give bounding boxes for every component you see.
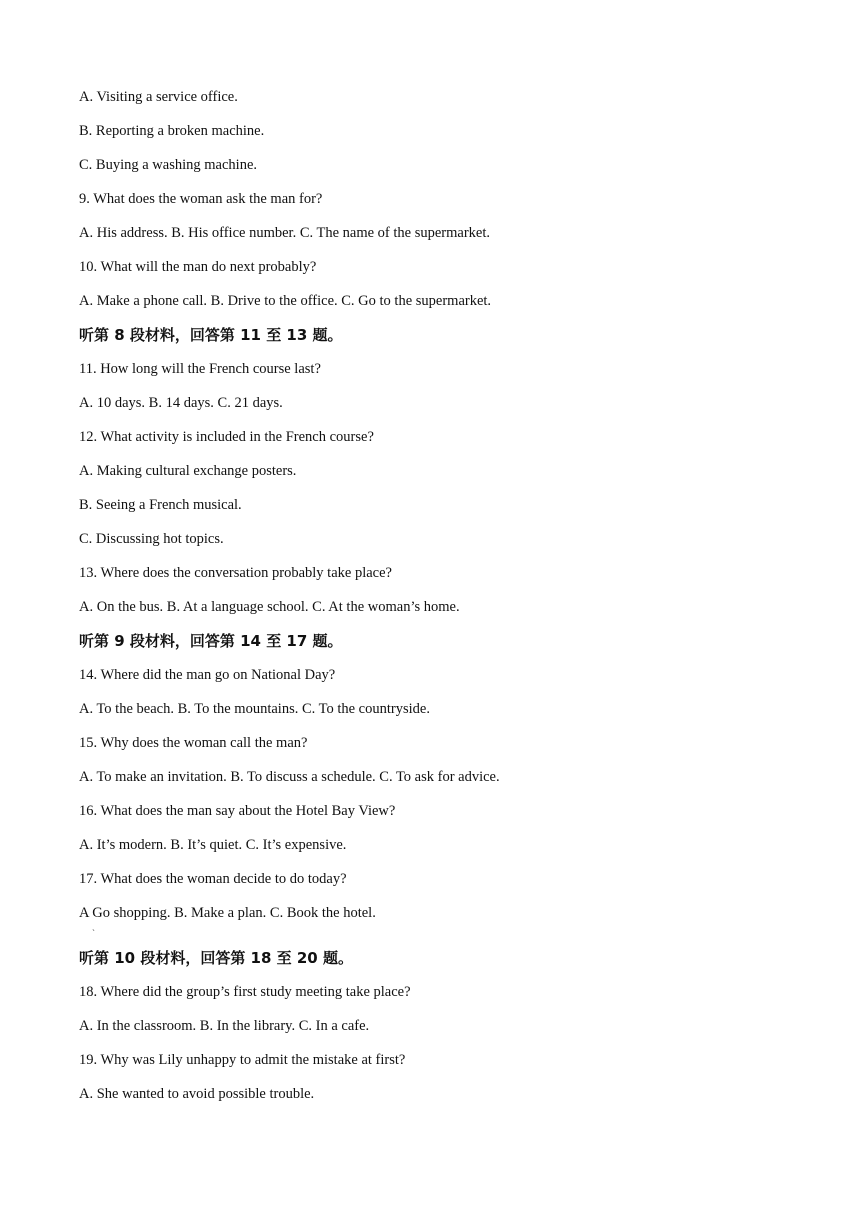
question-text: 11. How long will the French course last?	[79, 361, 321, 377]
question-text: 13. Where does the conversation probably take place?	[79, 565, 392, 581]
stray-mark: `	[92, 928, 95, 938]
question-text: 17. What does the woman decide to do today?	[79, 871, 347, 887]
document-body	[79, 86, 839, 1117]
answer-options: A. To make an invitation. B. To discuss a schedule. C. To ask for advice.	[79, 769, 500, 785]
question-text: 14. Where did the man go on National Day?	[79, 667, 336, 683]
question-text: 12. What activity is included in the French course?	[79, 429, 374, 445]
section-heading: 听第 10 段材料，回答第 18 至 20 题。	[79, 949, 353, 967]
question-text: 18. Where did the group’s first study meeting take place?	[79, 984, 411, 1000]
answer-options: A. Making cultural exchange posters.	[79, 463, 297, 479]
answer-options: B. Reporting a broken machine.	[79, 123, 265, 139]
question-text: 9. What does the woman ask the man for?	[79, 191, 323, 207]
answer-options: A. She wanted to avoid possible trouble.	[79, 1086, 315, 1102]
answer-options: A. Make a phone call. B. Drive to the office. C. Go to the supermarket.	[79, 293, 492, 309]
answer-options: A. On the bus. B. At a language school. C. At the woman’s home.	[79, 599, 460, 615]
answer-options: A. To the beach. B. To the mountains. C. To the countryside.	[79, 701, 430, 717]
answer-options: B. Seeing a French musical.	[79, 497, 242, 513]
answer-options: A. His address. B. His office number. C. The name of the supermarket.	[79, 225, 491, 241]
answer-options: A Go shopping. B. Make a plan. C. Book the hotel.	[79, 905, 376, 921]
answer-options: A. It’s modern. B. It’s quiet. C. It’s expensive.	[79, 837, 347, 853]
question-text: 16. What does the man say about the Hotel Bay View?	[79, 803, 396, 819]
answer-options: C. Buying a washing machine.	[79, 157, 258, 173]
answer-options: C. Discussing hot topics.	[79, 531, 224, 547]
section-heading: 听第 9 段材料，回答第 14 至 17 题。	[79, 632, 343, 650]
question-text: 19. Why was Lily unhappy to admit the mistake at first?	[79, 1052, 406, 1068]
answer-options: A. 10 days. B. 14 days. C. 21 days.	[79, 395, 283, 411]
answer-options: A. In the classroom. B. In the library. C. In a cafe.	[79, 1018, 370, 1034]
section-heading: 听第 8 段材料，回答第 11 至 13 题。	[79, 326, 343, 344]
question-text: 15. Why does the woman call the man?	[79, 735, 308, 751]
answer-options: A. Visiting a service office.	[79, 89, 238, 105]
question-text: 10. What will the man do next probably?	[79, 259, 317, 275]
